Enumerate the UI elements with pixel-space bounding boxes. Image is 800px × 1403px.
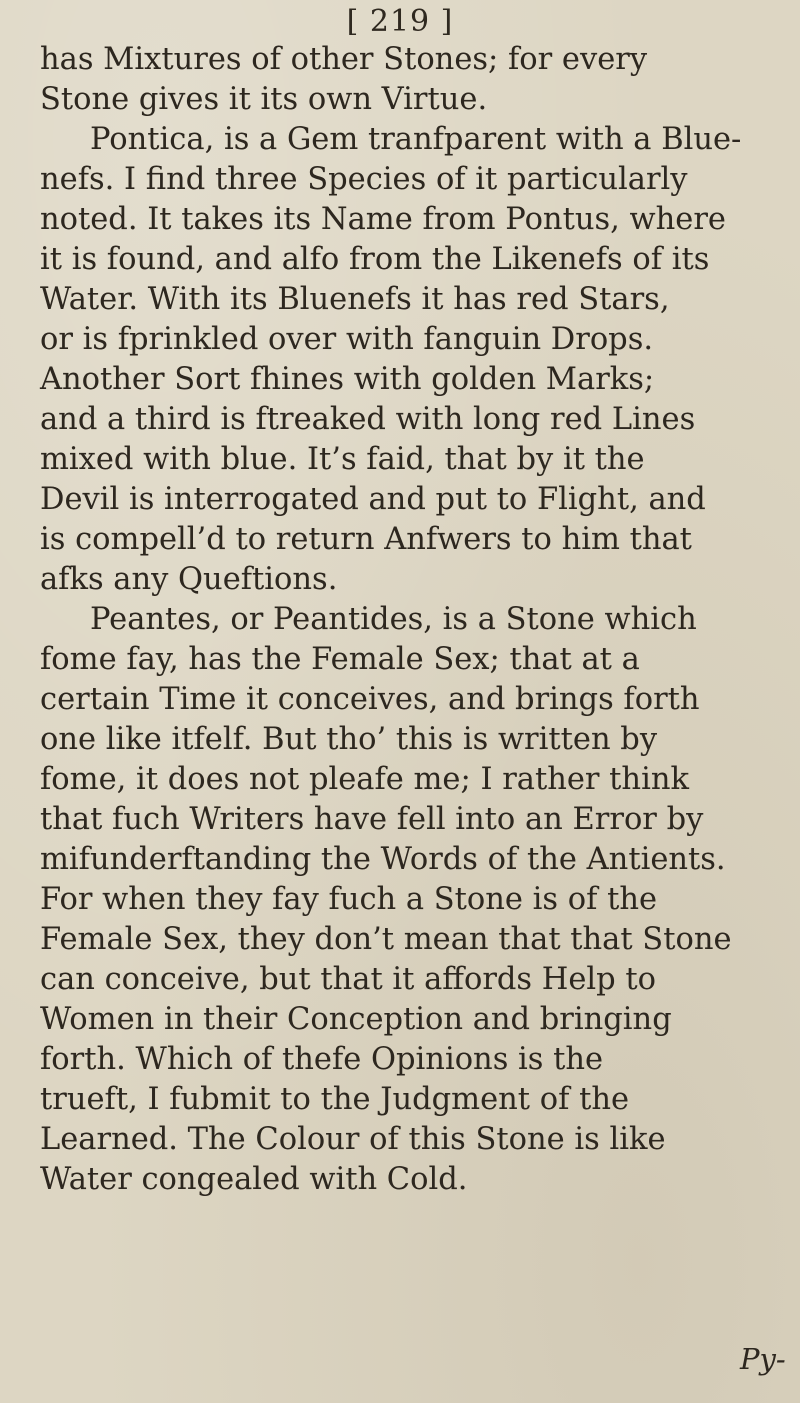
text-line: Peantes, or Peantides, is a Stone which [90, 602, 697, 637]
page-number: [ 219 ] [346, 4, 454, 39]
text-line: Stone gives it its own Virtue. [40, 82, 488, 117]
text-line: forth. Which of thefe Opinions is the [40, 1042, 604, 1077]
text-line: trueft, I fubmit to the Judgment of the [40, 1082, 630, 1117]
text-line: Water congealed with Cold. [40, 1162, 468, 1197]
text-line: it is found, and alfo from the Likenefs of its [40, 242, 710, 277]
text-line: Devil is interrogated and put to Flight, and [40, 482, 706, 517]
text-line: fome, it does not pleafe me; I rather think [40, 762, 689, 797]
text-line: Pontica, is a Gem tranfparent with a Blue- [90, 122, 742, 157]
text-line: noted. It takes its Name from Pontus, where [40, 202, 726, 237]
text-line: fome fay, has the Female Sex; that at a [40, 642, 640, 677]
text-line: Learned. The Colour of this Stone is like [40, 1122, 666, 1157]
text-line: certain Time it conceives, and brings forth [40, 682, 700, 717]
text-line: Another Sort fhines with golden Marks; [40, 362, 655, 397]
text-line: mifunderftanding the Words of the Antients. [40, 842, 726, 877]
text-line: and a third is ftreaked with long red Lines [40, 402, 696, 437]
text-line: one like itfelf. But tho’ this is written by [40, 722, 658, 757]
text-line: that fuch Writers have fell into an Error by [40, 802, 704, 837]
text-line: Water. With its Bluenefs it has red Stars, [40, 282, 670, 317]
text-line: For when they fay fuch a Stone is of the [40, 882, 658, 917]
text-line: nefs. I find three Species of it particularly [40, 162, 688, 197]
text-line: mixed with blue. It’s faid, that by it the [40, 442, 645, 477]
text-line: or is fprinkled over with fanguin Drops. [40, 322, 654, 357]
text-line: is compell’d to return Anfwers to him that [40, 522, 692, 557]
text-line: can conceive, but that it affords Help to [40, 962, 657, 997]
catchword: Py- [740, 1342, 786, 1376]
text-line: has Mixtures of other Stones; for every [40, 42, 648, 77]
text-line: afks any Queftions. [40, 562, 338, 597]
text-line: Women in their Conception and bringing [40, 1002, 672, 1037]
text-line: Female Sex, they don’t mean that that Stone [40, 922, 732, 957]
